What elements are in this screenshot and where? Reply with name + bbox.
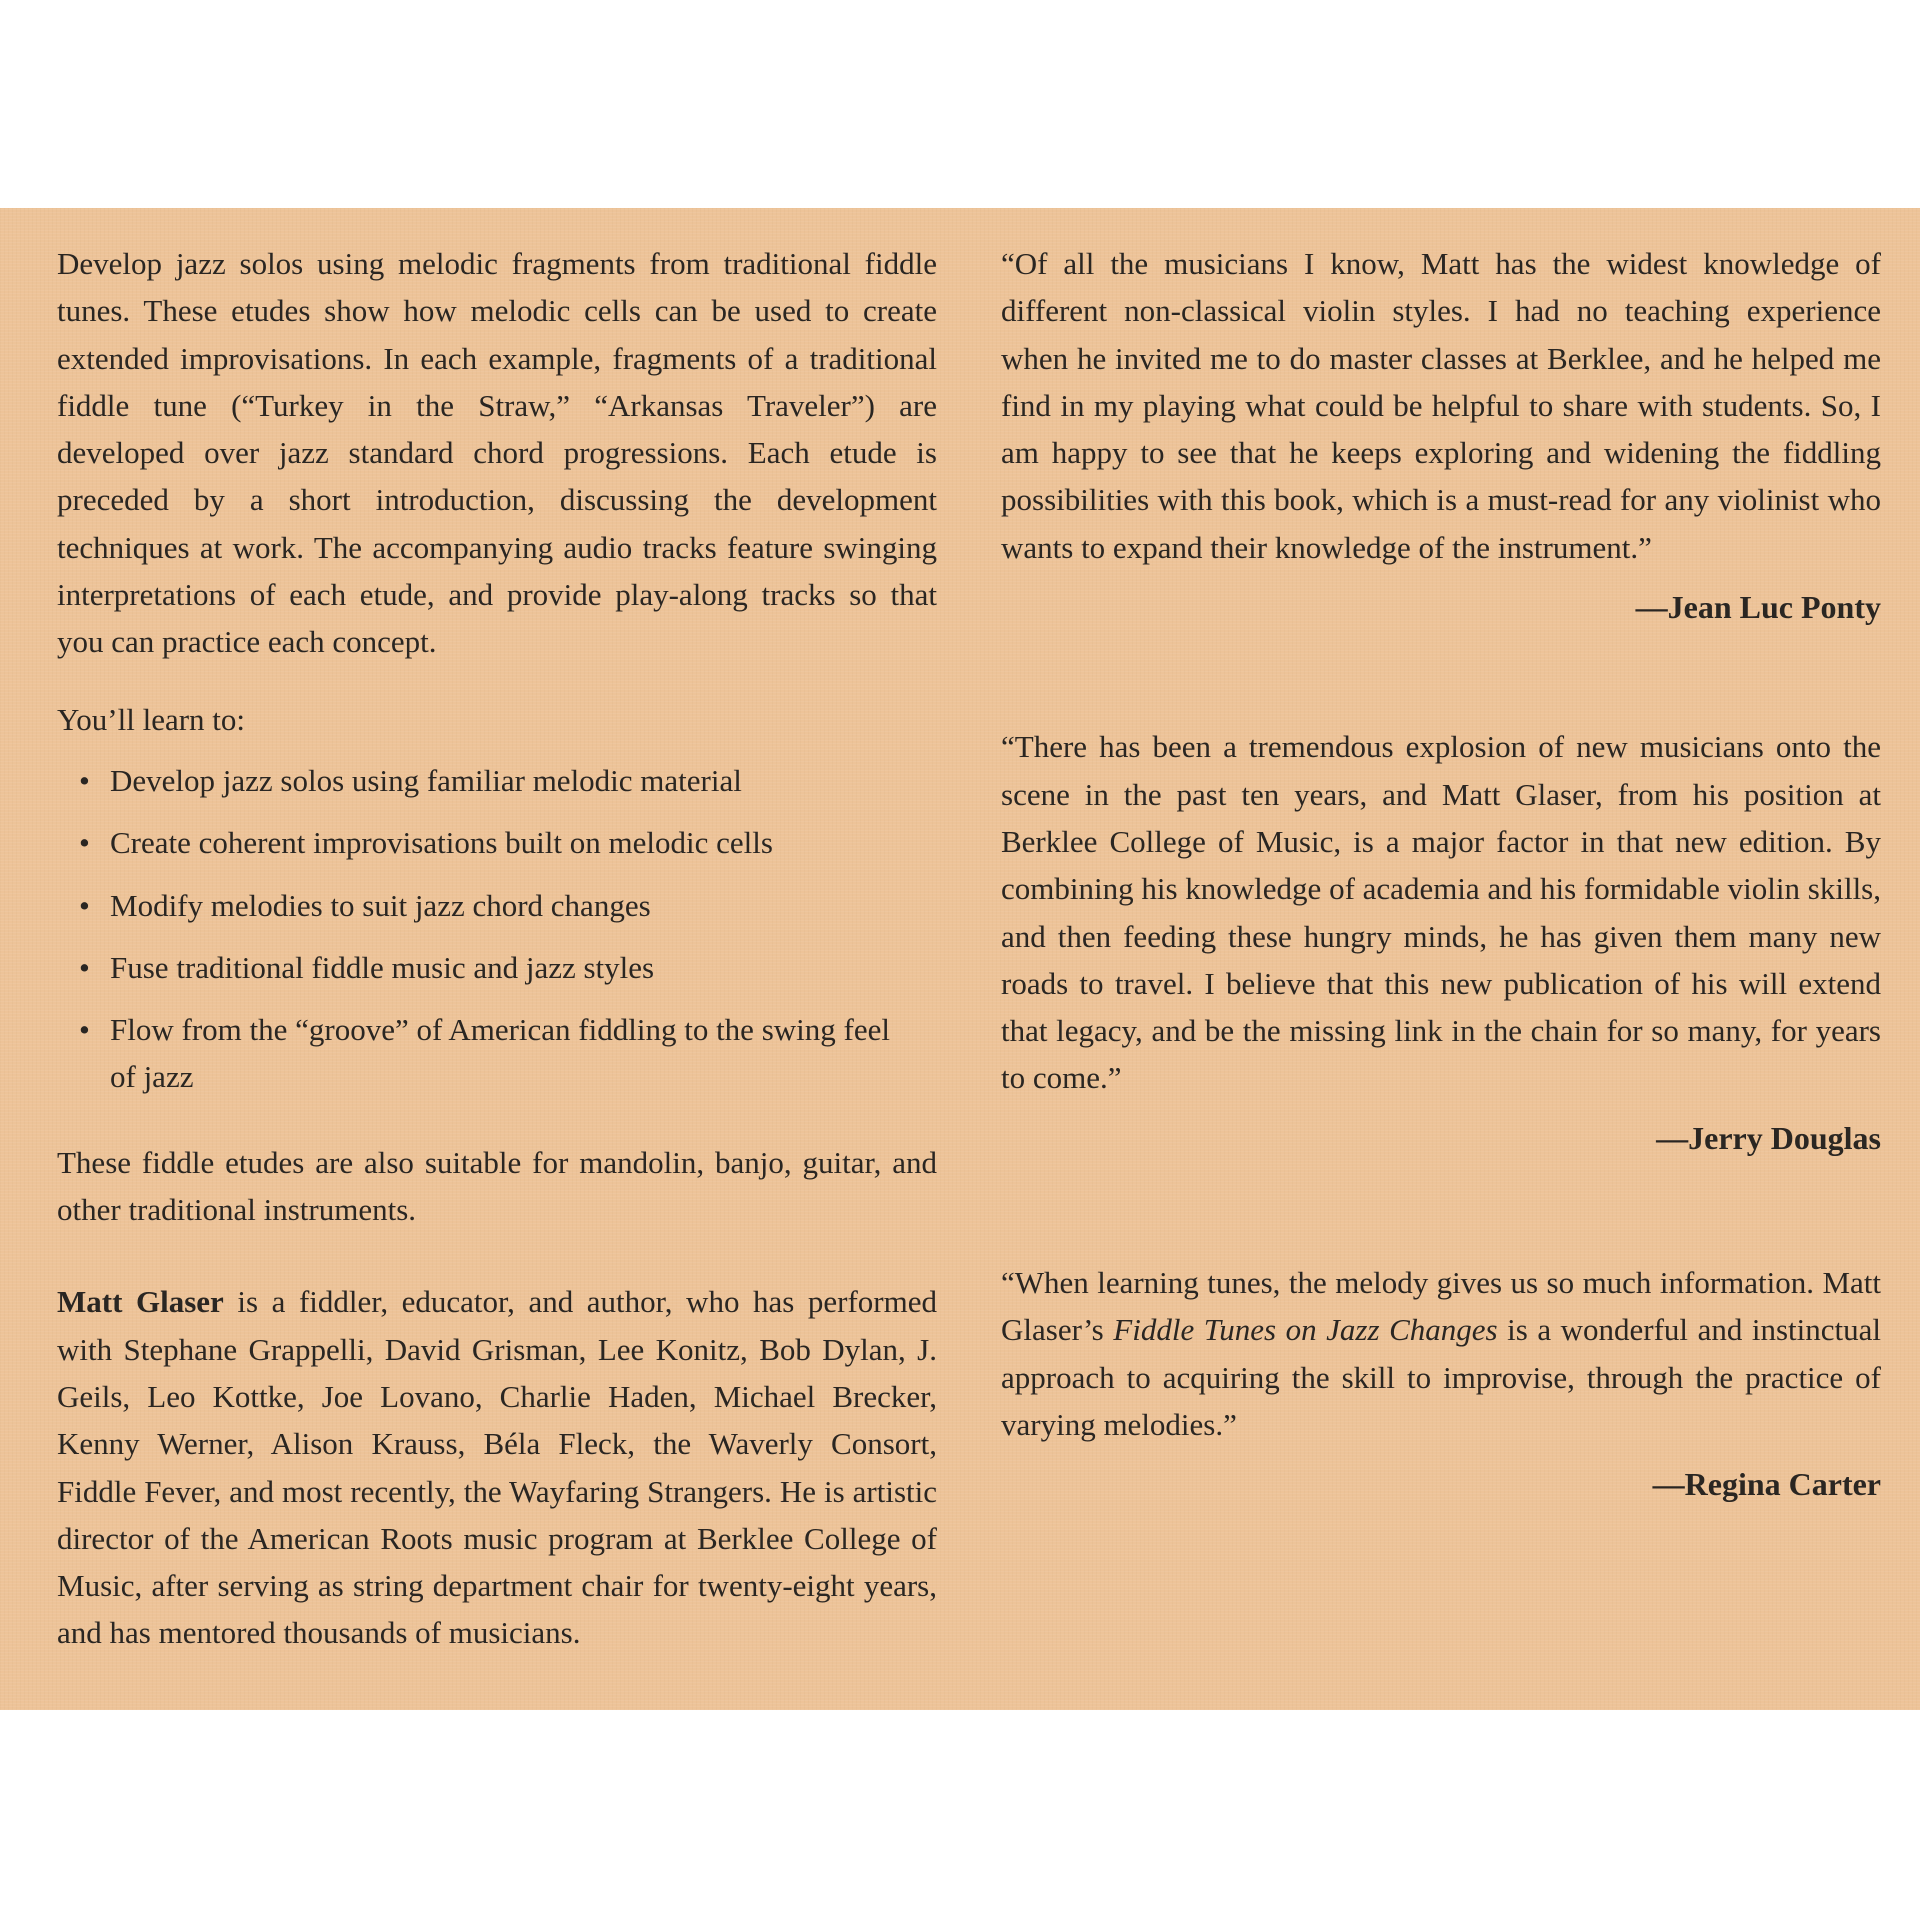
list-item-text: Modify melodies to suit jazz chord changes bbox=[110, 887, 651, 923]
bullet-icon: • bbox=[79, 949, 90, 985]
learn-heading: You’ll learn to: bbox=[57, 701, 246, 737]
list-item bbox=[57, 819, 890, 866]
list-item-text: Fuse traditional fiddle music and jazz styles bbox=[110, 949, 655, 985]
testimonial-attribution: —Jerry Douglas bbox=[1656, 1119, 1881, 1156]
bullet-icon: • bbox=[79, 825, 90, 861]
testimonial bbox=[1001, 723, 1881, 1162]
list-item bbox=[57, 757, 890, 804]
list-item bbox=[57, 944, 890, 991]
testimonial-text-end: is a wonderful and instinctual approach to acquiring the skill to improvise, through the practice of varying melodies.” bbox=[1001, 1312, 1882, 1442]
author-name: Matt Glaser bbox=[57, 1284, 224, 1320]
author-bio bbox=[57, 1278, 937, 1656]
left-column bbox=[57, 240, 937, 1657]
testimonial-text: “There has been a tremendous explosion of new musicians onto the scene in the past ten years, and Matt Glaser, from his position at Berklee College of Music, is a major factor in that new edition. By combining his knowledge of academia and his formidable violin skills, and then feeding these hungry minds, he has given them many new roads to travel. I believe that this new publication of his will extend that legacy, and be the missing link in the chain for so many, for years to come.” bbox=[1001, 729, 1881, 1096]
list-item bbox=[57, 1006, 890, 1101]
list-item-text: Develop jazz solos using familiar melodic material bbox=[110, 762, 742, 798]
list-item-text: Flow from the “groove” of American fiddling to the swing feel of jazz bbox=[110, 1012, 890, 1095]
testimonial bbox=[1001, 240, 1881, 631]
testimonial-text bbox=[1001, 1259, 1881, 1448]
list-item-text: Create coherent improvisations built on melodic cells bbox=[110, 825, 773, 861]
bullet-icon: • bbox=[79, 762, 90, 798]
bullet-icon: • bbox=[79, 887, 90, 923]
right-column bbox=[1001, 240, 1881, 1606]
bullet-icon: • bbox=[79, 1012, 90, 1048]
testimonial bbox=[1001, 1259, 1881, 1508]
book-title: Fiddle Tunes on Jazz Changes bbox=[1113, 1312, 1498, 1348]
list-item bbox=[57, 882, 890, 929]
author-bio-text: is a fiddler, educator, and author, who has performed with Stephane Grappelli, David Grisman, Lee Konitz, Bob Dylan, J. Geils, Leo Kottke, Joe Lovano, Charlie Haden, Michael Brecker, Kenny Werner, Alison Krauss, Béla Fleck, the Waverly Consort, Fiddle Fever, and most recently, the Wayfaring Strangers. He is artistic director of the American Roots music program at Berklee College of Music, after serving as string department chair for twenty-eight years, and has mentored thousands of musicians. bbox=[57, 1284, 938, 1651]
back-cover-panel bbox=[0, 208, 1920, 1710]
learn-list bbox=[57, 757, 937, 1101]
testimonial-text-start: “When learning tunes, the melody gives us so much information. Matt Glaser’s bbox=[1001, 1265, 1881, 1348]
suitable-paragraph: These fiddle etudes are also suitable for mandolin, banjo, guitar, and other traditional instruments. bbox=[57, 1144, 937, 1228]
intro-paragraph: Develop jazz solos using melodic fragments from traditional fiddle tunes. These etudes show how melodic cells can be used to create extended improvisations. In each example, fragments of a traditional fiddle tune (“Turkey in the Straw,” “Arkansas Traveler”) are developed over jazz standard chord progressions. Each etude is preceded by a short introduction, discussing the development techniques at work. The accompanying audio tracks feature swinging interpretations of each etude, and provide play-along tracks so that you can practice each concept. bbox=[57, 246, 937, 660]
testimonial-attribution: —Jean Luc Ponty bbox=[1635, 589, 1881, 626]
testimonial-attribution: —Regina Carter bbox=[1652, 1466, 1881, 1503]
testimonial-text: “Of all the musicians I know, Matt has the widest knowledge of different non-classical violin styles. I had no teaching experience when he invited me to do master classes at Berklee, and he helped me find in my playing what could be helpful to share with students. So, I am happy to see that he keeps exploring and widening the fiddling possibilities with this book, which is a must-read for any violinist who wants to expand their knowledge of the instrument.” bbox=[1001, 246, 1881, 565]
